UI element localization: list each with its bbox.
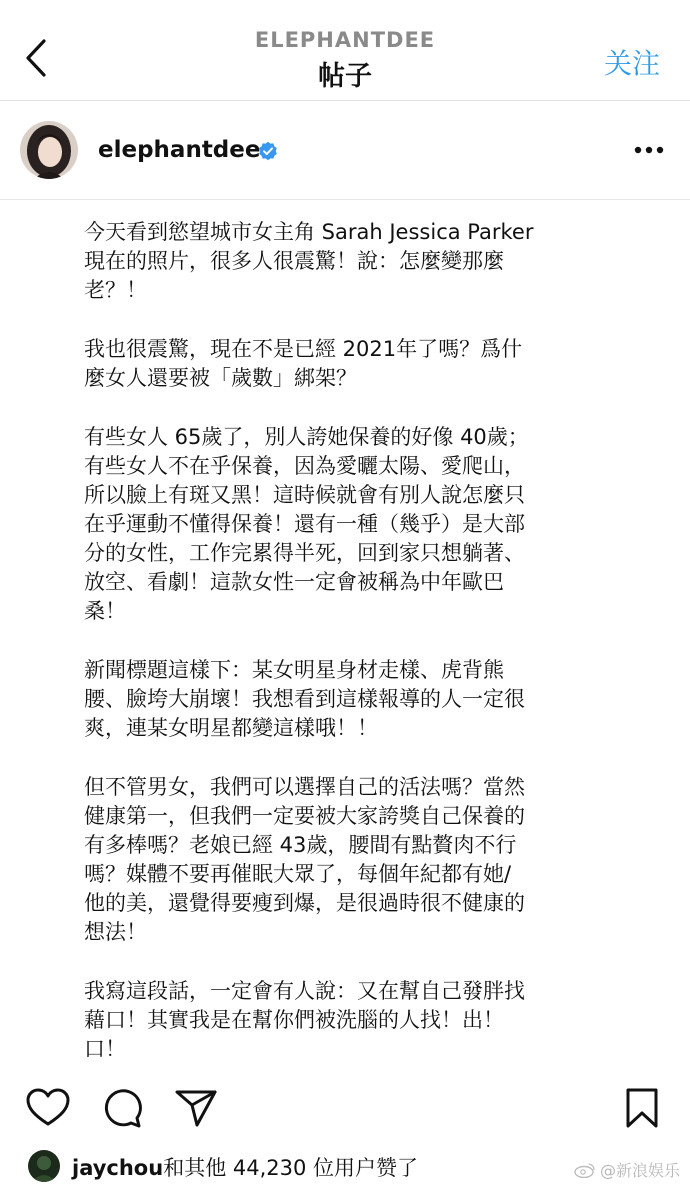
caption-paragraph	[84, 423, 624, 626]
top-bar	[0, 0, 690, 101]
like-button[interactable]	[26, 1086, 70, 1130]
caption-line: 有多棒嗎？老娘已經 43歲，腰間有點贅肉不行	[84, 833, 517, 857]
caption-line: 藉口！其實我是在幫你們被洗腦的人找！出！	[84, 1008, 504, 1032]
caption-line: 爽，連某女明星都變這樣哦！！	[84, 716, 378, 740]
liker-username[interactable]: jaychou	[72, 1156, 164, 1180]
weibo-logo-icon	[574, 1162, 596, 1178]
caption-line: 桑！	[84, 599, 126, 623]
share-button[interactable]	[174, 1086, 218, 1130]
more-options-button[interactable]	[632, 137, 666, 163]
caption-line: 今天看到慾望城市女主角 Sarah Jessica Parker	[84, 220, 534, 244]
caption-paragraph	[84, 977, 624, 1064]
likes-text[interactable]	[72, 1152, 418, 1182]
caption-line: 放空、看劇！這款女性一定會被稱為中年歐巴	[84, 570, 504, 594]
save-button[interactable]	[620, 1086, 664, 1130]
caption-line: 有些女人不在乎保養，因為愛曬太陽、愛爬山，	[84, 454, 525, 478]
caption-line: 我寫這段話，一定會有人說：又在幫自己發胖找	[84, 979, 525, 1003]
caption-paragraph	[84, 335, 624, 393]
avatar[interactable]	[20, 121, 78, 179]
caption-line: 嗎？媒體不要再催眠大眾了，每個年紀都有她/	[84, 862, 512, 886]
account-name: ELEPHANTDEE	[254, 28, 436, 52]
caption-line: 所以臉上有斑又黑！這時候就會有別人說怎麼只	[84, 483, 525, 507]
liker-avatar[interactable]	[28, 1150, 60, 1182]
verified-badge-icon	[258, 141, 278, 161]
send-icon	[175, 1088, 217, 1128]
caption-line: 在乎運動不懂得保養！還有一種（幾乎）是大部	[84, 512, 525, 536]
post-caption	[84, 218, 624, 1094]
caption-line: 他的美，還覺得要瘦到爆，是很過時很不健康的	[84, 891, 525, 915]
caption-line: 腰、臉垮大崩壞！我想看到這樣報導的人一定很	[84, 687, 525, 711]
action-bar	[0, 1080, 690, 1134]
username[interactable]: elephantdee	[98, 137, 261, 163]
more-horizontal-icon	[634, 146, 664, 154]
caption-line: 有些女人 65歲了，別人誇她保養的好像 40歲；	[84, 425, 529, 449]
caption-paragraph	[84, 773, 624, 947]
caption-line: 健康第一，但我們一定要被大家誇獎自己保養的	[84, 804, 525, 828]
caption-line: 現在的照片，很多人很震驚！說：怎麼變那麼	[84, 249, 504, 273]
caption-line: 我也很震驚，現在不是已經 2021年了嗎？爲什	[84, 337, 523, 361]
caption-line: 麼女人還要被「歲數」綁架？	[84, 366, 357, 390]
caption-line: 但不管男女，我們可以選擇自己的活法嗎？當然	[84, 775, 525, 799]
likes-summary	[0, 1146, 690, 1186]
caption-paragraph	[84, 218, 624, 305]
follow-button[interactable]: 关注	[603, 47, 660, 80]
page-title: 帖子	[318, 61, 372, 92]
caption-paragraph	[84, 656, 624, 743]
caption-line: 口！	[84, 1037, 126, 1061]
comment-button[interactable]	[100, 1086, 144, 1130]
heart-icon	[26, 1088, 70, 1128]
bookmark-icon	[625, 1087, 659, 1129]
caption-line: 想法！	[84, 920, 147, 944]
caption-line: 新聞標題這樣下：某女明星身材走樣、虎背熊	[84, 658, 504, 682]
likes-count-text: 和其他 44,230 位用户赞了	[163, 1156, 419, 1180]
watermark-text: @新浪娱乐	[599, 1161, 680, 1180]
watermark	[574, 1158, 680, 1181]
post-header	[0, 101, 690, 200]
comment-icon	[101, 1087, 143, 1129]
caption-line: 分的女性，工作完累得半死，回到家只想躺著、	[84, 541, 525, 565]
caption-line: 老？！	[84, 278, 147, 302]
